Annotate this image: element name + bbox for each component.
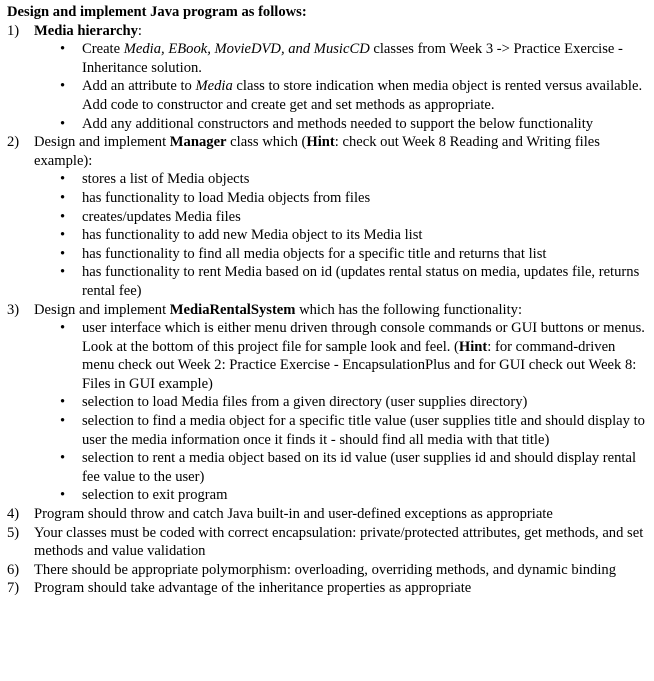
bullet-text xyxy=(82,393,648,412)
bullet-icon: • xyxy=(60,171,66,188)
text-segment: stores a list of Media objects xyxy=(82,171,250,188)
text-segment: Add any additional constructors and methods needed to support the below functionality xyxy=(82,115,594,132)
bullet-icon: • xyxy=(60,320,66,337)
bullet-icon: • xyxy=(60,450,66,467)
text-segment: has functionality to add new Media object to its Media list xyxy=(82,227,423,244)
bullet-text xyxy=(82,263,648,300)
text-segment: Media, EBook, MovieDVD, and MusicCD xyxy=(123,41,370,58)
text-segment: MediaRentalSystem xyxy=(169,301,296,318)
text-segment: Design and implement xyxy=(34,134,170,151)
bullet-icon: • xyxy=(60,115,66,132)
text-segment: Media hierarchy xyxy=(34,22,138,39)
bullet-text xyxy=(82,208,648,227)
bullet-icon: • xyxy=(60,264,66,281)
sub-bullet xyxy=(7,412,648,449)
bullet-text xyxy=(82,319,648,393)
bullet-text xyxy=(82,412,648,449)
text-segment: has functionality to load Media objects from files xyxy=(82,189,371,206)
text-segment: There should be appropriate polymorphism: overloading, overriding methods, and dynamic binding xyxy=(34,561,617,578)
bullet-text xyxy=(82,77,648,114)
item-text xyxy=(34,22,648,41)
sub-bullet xyxy=(7,208,648,227)
bullet-icon: • xyxy=(60,227,66,244)
text-segment: Create xyxy=(82,41,124,58)
text-segment: Program should take advantage of the inheritance properties as appropriate xyxy=(34,580,472,597)
item-text xyxy=(34,561,648,580)
bullet-text xyxy=(82,486,648,505)
text-segment: Hint xyxy=(306,134,335,151)
item-number: 6) xyxy=(7,561,20,578)
sub-bullet xyxy=(7,245,648,264)
bullet-icon: • xyxy=(60,41,66,58)
sub-bullet xyxy=(7,449,648,486)
requirements-list xyxy=(7,22,648,598)
sub-bullet xyxy=(7,319,648,393)
item-number: 3) xyxy=(7,301,20,318)
bullet-text xyxy=(82,170,648,189)
requirement-item-6 xyxy=(7,561,648,580)
text-segment: has functionality to rent Media based on id (updates rental status on media, updates file, returns rental fee) xyxy=(82,264,640,299)
text-segment: Program should throw and catch Java built-in and user-defined exceptions as appropriate xyxy=(34,506,553,523)
sub-bullet xyxy=(7,170,648,189)
text-segment: Add an attribute to xyxy=(82,78,196,95)
text-segment: selection to load Media files from a given directory (user supplies directory) xyxy=(82,394,528,411)
bullet-icon: • xyxy=(60,189,66,206)
item-text xyxy=(34,524,648,561)
sub-bullet xyxy=(7,40,648,77)
text-segment: has functionality to find all media objects for a specific title and returns that list xyxy=(82,245,547,262)
sub-bullet xyxy=(7,226,648,245)
requirement-item-2 xyxy=(7,133,648,170)
text-segment: user interface which is either menu driven through console commands or GUI buttons or menus. Look at the bottom of this project file for sample look and feel. ( xyxy=(82,320,645,355)
bullet-text xyxy=(82,245,648,264)
text-segment: : xyxy=(137,22,142,39)
requirement-item-7 xyxy=(7,579,648,598)
item-number: 4) xyxy=(7,506,20,523)
bullet-text xyxy=(82,40,648,77)
sub-bullet xyxy=(7,393,648,412)
bullet-text xyxy=(82,449,648,486)
bullet-icon: • xyxy=(60,208,66,225)
text-segment: Media xyxy=(195,78,233,95)
bullet-icon: • xyxy=(60,394,66,411)
requirement-item-4 xyxy=(7,505,648,524)
sub-bullet xyxy=(7,77,648,114)
bullet-text xyxy=(82,226,648,245)
item-text xyxy=(34,579,648,598)
sub-bullet xyxy=(7,263,648,300)
text-segment: Hint xyxy=(458,338,488,355)
item-number: 2) xyxy=(7,134,20,151)
item-text xyxy=(34,505,648,524)
text-segment: class to store indication when media object is rented versus available. Add code to constructor and create get and set methods as appropriate. xyxy=(82,78,643,113)
text-segment: selection to find a media object for a specific title value (user supplies title and should display to user the media information once it finds it - should find all media with that title) xyxy=(82,413,645,448)
text-segment: selection to exit program xyxy=(82,487,228,504)
bullet-icon: • xyxy=(60,487,66,504)
sub-bullet xyxy=(7,486,648,505)
text-segment: : for command-driven menu check out Week 2: Practice Exercise - EncapsulationPlus and for GUI check out Week 8: Files in GUI example) xyxy=(82,338,637,392)
item-number: 7) xyxy=(7,580,20,597)
sub-bullet xyxy=(7,115,648,134)
requirement-item-1 xyxy=(7,22,648,41)
item-number: 5) xyxy=(7,524,20,541)
text-segment: Design and implement xyxy=(34,301,170,318)
item-text xyxy=(34,301,648,320)
text-segment: Manager xyxy=(169,134,227,151)
text-segment: Your classes must be coded with correct encapsulation: private/protected attributes, get methods, and set methods and value validation xyxy=(34,524,644,560)
item-number: 1) xyxy=(7,22,20,39)
bullet-text xyxy=(82,115,648,134)
bullet-icon: • xyxy=(60,78,66,95)
text-segment: creates/updates Media files xyxy=(82,208,241,225)
text-segment: which has the following functionality: xyxy=(295,301,523,318)
text-segment: : check out Week 8 Reading and Writing files example): xyxy=(34,134,600,169)
bullet-icon: • xyxy=(60,413,66,430)
text-segment: class which ( xyxy=(226,134,307,151)
sub-bullet xyxy=(7,189,648,208)
document-title: Design and implement Java program as follows: xyxy=(7,4,307,20)
bullet-icon: • xyxy=(60,245,66,262)
requirement-item-5 xyxy=(7,524,648,561)
bullet-text xyxy=(82,189,648,208)
requirement-item-3 xyxy=(7,301,648,320)
text-segment: classes from Week 3 -> Practice Exercise - Inheritance solution. xyxy=(82,41,623,76)
item-text xyxy=(34,133,648,170)
text-segment: selection to rent a media object based on its id value (user supplies id and should display rental fee value to the user) xyxy=(82,450,637,485)
